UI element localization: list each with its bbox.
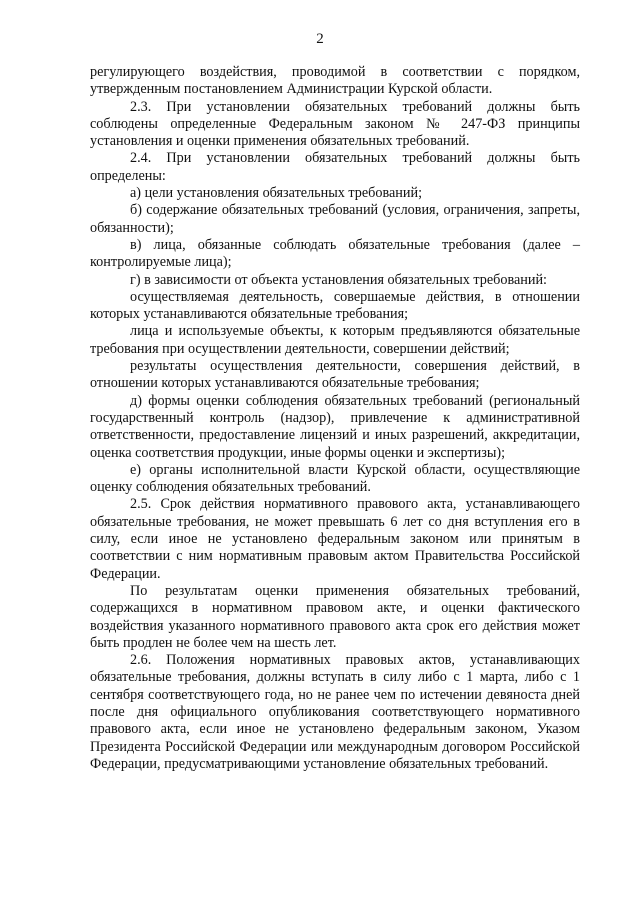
- paragraph: лица и используемые объекты, к которым предъявляются обязательные требования при осуществлении деятельности, совершении действий;: [90, 323, 580, 357]
- paragraph: осуществляемая деятельность, совершаемые действия, в отношении которых устанавливаются обязательные требования;: [90, 288, 580, 323]
- paragraph: б) содержание обязательных требований (условия, ограничения, запреты, обязанности);: [90, 202, 580, 236]
- paragraph: а) цели установления обязательных требований;: [130, 185, 423, 202]
- paragraph: д) формы оценки соблюдения обязательных требований (региональный государственный контроль (надзор), привлечение к административной ответственности, предоставление лицензий и иных разрешений, аккредитации, оценка соответствия продукции, иные формы оценки и экспертизы);: [90, 392, 580, 461]
- paragraph: результаты осуществления деятельности, совершения действий, в отношении которых устанавливаются обязательные требования;: [90, 358, 580, 392]
- paragraph: г) в зависимости от объекта установления обязательных требований:: [130, 271, 547, 288]
- document-body: [90, 64, 580, 773]
- paragraph: 2.4. При установлении обязательных требований должны быть определены:: [90, 150, 580, 184]
- paragraph: в) лица, обязанные соблюдать обязательные требования (далее – контролируемые лица);: [90, 236, 580, 271]
- paragraph: По результатам оценки применения обязательных требований, содержащихся в нормативном правовом акте, и оценки фактического воздействия указанного нормативного правового акта срок его действия может быть продлен не более чем на шесть лет.: [90, 582, 580, 651]
- paragraph: 2.5. Срок действия нормативного правового акта, устанавливающего обязательные требования, не может превышать 6 лет со дня вступления его в силу, если иное не установлено федеральным законом или принятым в соответствии с ним нормативным правовым актом Правительства Российской Федерации.: [90, 496, 580, 582]
- paragraph: 2.6. Положения нормативных правовых актов, устанавливающих обязательные требования, должны вступать в силу либо с 1 марта, либо с 1 сентября соответствующего года, но не ранее чем по истечении девяноста дней после дня официального опубликования соответствующего нормативного правового акта, если иное не установлено федеральным законом, Указом Президента Российской Федерации или международным договором Российской Федерации, предусматривающими установление обязательных требований.: [90, 652, 580, 772]
- paragraph: е) органы исполнительной власти Курской области, осуществляющие оценку соблюдения обязательных требований.: [90, 461, 580, 496]
- paragraph: 2.3. При установлении обязательных требований должны быть соблюдены определенные Федеральным законом № 247-ФЗ принципы установления и оценки применения обязательных требований.: [90, 98, 580, 150]
- page-number: 2: [316, 31, 324, 47]
- paragraph: регулирующего воздействия, проводимой в соответствии с порядком, утвержденным постановлением Администрации Курской области.: [90, 64, 580, 98]
